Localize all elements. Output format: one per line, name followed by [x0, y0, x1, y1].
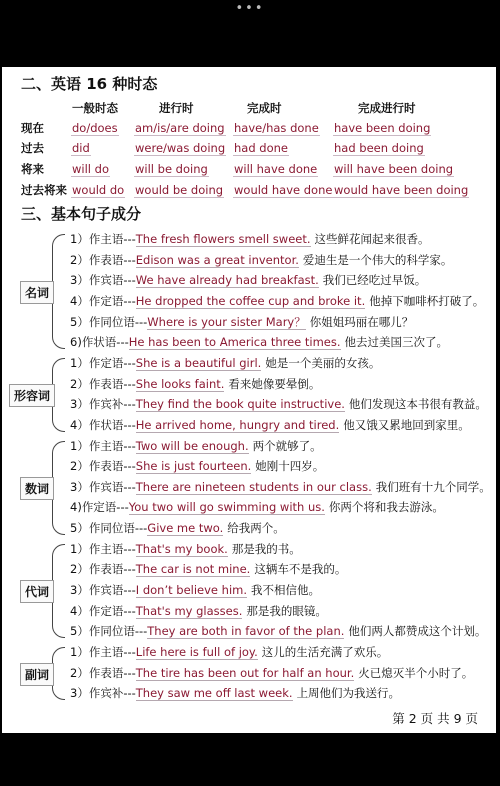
sentence-role: 作定语---	[88, 603, 136, 618]
sentence-number: 4）	[70, 293, 89, 308]
sentence-english: Give me two.	[147, 521, 224, 536]
sentence-english: The fresh flowers smell sweet.	[135, 232, 311, 246]
tense-cell: had been doing	[334, 141, 424, 155]
sentence-role: 作同位语---	[88, 624, 148, 639]
sentence-number: 3）	[70, 273, 89, 288]
sentence-number: 1）	[70, 645, 89, 659]
tense-row-label: 将来	[21, 162, 44, 176]
sentence-role: 作主语---	[88, 438, 136, 453]
sentence-number: 4)	[70, 500, 82, 515]
sentence-role: 作表语---	[88, 562, 136, 577]
sentence-role: 作表语---	[88, 252, 136, 267]
sentence-line	[70, 253, 452, 268]
sentence-english: She looks faint.	[135, 376, 225, 391]
sentence-chinese: 他们发现这本书很有教益。	[348, 397, 487, 412]
sentence-number: 3）	[70, 686, 89, 701]
sentence-line	[70, 562, 346, 577]
tense-cell: have been doing	[334, 121, 431, 135]
col-header: 一般时态	[72, 101, 118, 115]
sentence-line	[70, 480, 491, 495]
sentence-chinese: 你两个将和我去游泳。	[328, 500, 444, 515]
sentence-role: 作定语---	[88, 293, 136, 308]
sentence-chinese: 我们班有十九个同学。	[375, 479, 491, 494]
sentence-role: 作状语---	[81, 335, 129, 350]
sentence-chinese: 她刚十四岁。	[255, 459, 325, 474]
sentence-number: 2）	[70, 376, 89, 391]
sentence-line	[70, 583, 320, 598]
sentence-line	[70, 459, 324, 474]
sentence-role: 作宾补---	[88, 397, 136, 412]
sentence-english: We have already had breakfast.	[135, 273, 319, 288]
sentence-number: 6)	[70, 335, 82, 350]
sentence-english: She is just fourteen.	[135, 459, 252, 474]
col-header: 完成进行时	[358, 101, 416, 115]
sentence-english: The car is not mine.	[135, 562, 251, 577]
sentence-role: 作宾语---	[88, 479, 136, 494]
sentence-chinese: 这些鲜花闻起来很香。	[314, 232, 430, 246]
tense-cell: were/was doing	[135, 141, 226, 155]
sentence-role: 作同位语---	[88, 314, 148, 329]
sentence-english: Where is your sister Mary？	[147, 314, 306, 329]
sentence-line	[70, 294, 484, 309]
tense-cell: will do	[72, 162, 109, 176]
sentence-english: They find the book quite instructive.	[135, 397, 345, 412]
sentence-role: 作主语---	[88, 541, 136, 556]
sentence-english: They are both in favor of the plan.	[147, 624, 345, 639]
sentence-english: That's my book.	[135, 541, 228, 556]
sentence-number: 4）	[70, 417, 89, 432]
sentence-role: 作定语---	[81, 500, 129, 515]
sentence-line	[70, 604, 327, 619]
sentence-english: You two will go swimming with us.	[128, 500, 325, 515]
sentence-number: 3）	[70, 479, 89, 494]
sentence-chinese: 他又饿又累地回到家里。	[343, 417, 470, 432]
section-tenses-title: 二、英语 16 种时态	[21, 75, 158, 93]
tense-cell: am/is/are doing	[135, 121, 225, 135]
sentence-line	[70, 500, 444, 515]
group-adjective-label: 形容词	[9, 384, 55, 407]
sentence-role: 作主语---	[88, 645, 136, 659]
sentence-english: I don’t believe him.	[135, 583, 247, 598]
sentence-english: Edison was a great inventor.	[135, 252, 299, 267]
group-noun-label: 名词	[20, 281, 54, 304]
sentence-number: 1）	[70, 232, 89, 246]
sentence-line	[70, 335, 448, 350]
sentence-chinese: 看来她像要晕倒。	[228, 376, 321, 391]
sentence-line	[70, 418, 470, 433]
group-pronoun-label: 代词	[20, 580, 54, 603]
sentence-english: Two will be enough.	[135, 438, 249, 453]
sentence-english: He has been to America three times.	[128, 335, 341, 350]
sentence-english: She is a beautiful girl.	[135, 355, 262, 370]
group-adverb-label: 副词	[20, 663, 54, 686]
sentence-english: There are nineteen students in our class.	[135, 479, 372, 494]
sentence-line	[70, 542, 301, 557]
sentence-chinese: 他们两人都赞成这个计划。	[348, 624, 487, 639]
sentence-chinese: 我不相信他。	[251, 583, 320, 598]
tense-cell: would have done	[234, 183, 333, 197]
col-header: 进行时	[159, 101, 194, 115]
sentence-role: 作表语---	[88, 376, 136, 391]
tense-cell: have/has done	[234, 121, 319, 135]
sentence-role: 作宾语---	[88, 583, 136, 598]
sentence-line	[70, 315, 413, 330]
sentence-role: 作状语---	[88, 417, 136, 432]
sentence-role: 作表语---	[88, 665, 136, 680]
sentence-chinese: 爱迪生是一个伟大的科学家。	[302, 252, 453, 267]
tense-row-label: 现在	[21, 121, 44, 135]
sentence-line	[70, 377, 320, 392]
tense-cell: will have been doing	[334, 162, 454, 176]
sentence-chinese: 她是一个美丽的女孩。	[265, 355, 381, 370]
sentence-chinese: 你姐姐玛丽在哪儿？	[309, 314, 414, 329]
window-dots-icon[interactable]: •••	[235, 1, 265, 16]
tense-cell: will be doing	[135, 162, 208, 176]
sentence-role: 作表语---	[88, 459, 136, 474]
sentence-line	[70, 273, 426, 288]
sentence-chinese: 那是我的书。	[231, 541, 301, 556]
sentence-number: 2）	[70, 562, 89, 577]
sentence-number: 1）	[70, 355, 89, 370]
sentence-chinese: 这辆车不是我的。	[254, 562, 347, 577]
sentence-line	[70, 356, 380, 371]
tense-cell: would do	[72, 183, 125, 197]
sentence-line	[70, 645, 388, 660]
sentence-line	[70, 232, 430, 247]
sentence-chinese: 火已熄灭半个小时了。	[358, 665, 474, 680]
tense-cell: do/does	[72, 121, 118, 135]
sentence-chinese: 给我两个。	[227, 521, 285, 536]
sentence-line	[70, 686, 400, 701]
group-numeral-label: 数词	[20, 477, 54, 500]
sentence-number: 5）	[70, 314, 89, 329]
sentence-chinese: 两个就够了。	[252, 438, 322, 453]
sentence-role: 作宾语---	[88, 273, 136, 288]
tense-row-label: 过去将来	[21, 183, 67, 197]
tense-cell: will have done	[234, 162, 318, 176]
sentence-english: He dropped the coffee cup and broke it.	[135, 293, 366, 308]
sentence-role: 作同位语---	[88, 521, 148, 536]
sentence-role: 作定语---	[88, 355, 136, 370]
sentence-line	[70, 397, 487, 412]
sentence-english: The tire has been out for half an hour.	[135, 665, 355, 680]
sentence-line	[70, 666, 473, 681]
sentence-line	[70, 624, 486, 639]
sentence-chinese: 上周他们为我送行。	[296, 686, 401, 701]
sentence-english: He arrived home, hungry and tired.	[135, 417, 340, 432]
sentence-number: 4）	[70, 603, 89, 618]
tense-cell: had done	[234, 141, 288, 155]
document-page	[2, 67, 496, 733]
sentence-number: 2）	[70, 252, 89, 267]
sentence-role: 作宾补---	[88, 686, 136, 701]
sentence-number: 3）	[70, 583, 89, 598]
sentence-number: 2）	[70, 459, 89, 474]
sentence-english: Life here is full of joy.	[135, 645, 258, 659]
sentence-chinese: 他去过美国三次了。	[344, 335, 449, 350]
tense-row-label: 过去	[21, 141, 44, 155]
sentence-chinese: 他掉下咖啡杯打破了。	[369, 293, 485, 308]
sentence-number: 5）	[70, 521, 89, 536]
tense-cell: would be doing	[135, 183, 224, 197]
sentence-number: 5）	[70, 624, 89, 639]
sentence-english: That's my glasses.	[135, 603, 243, 618]
sentence-number: 2）	[70, 665, 89, 680]
sentence-role: 作主语---	[88, 232, 136, 246]
sentence-number: 3）	[70, 397, 89, 412]
sentence-line	[70, 439, 322, 454]
sentence-line	[70, 521, 285, 536]
sentence-chinese: 这儿的生活充满了欢乐。	[261, 645, 389, 659]
sentence-english: They saw me off last week.	[135, 686, 293, 701]
tense-cell: did	[72, 141, 90, 155]
sentence-chinese: 那是我的眼镜。	[246, 603, 327, 618]
page-number: 第 2 页 共 9 页	[392, 711, 478, 726]
sentence-chinese: 我们已经吃过早饭。	[322, 273, 427, 288]
col-header: 完成时	[247, 101, 282, 115]
tense-cell: would have been doing	[334, 183, 469, 197]
sentence-number: 1）	[70, 541, 89, 556]
sentence-number: 1）	[70, 438, 89, 453]
section-sentence-title: 三、基本句子成分	[21, 205, 142, 223]
